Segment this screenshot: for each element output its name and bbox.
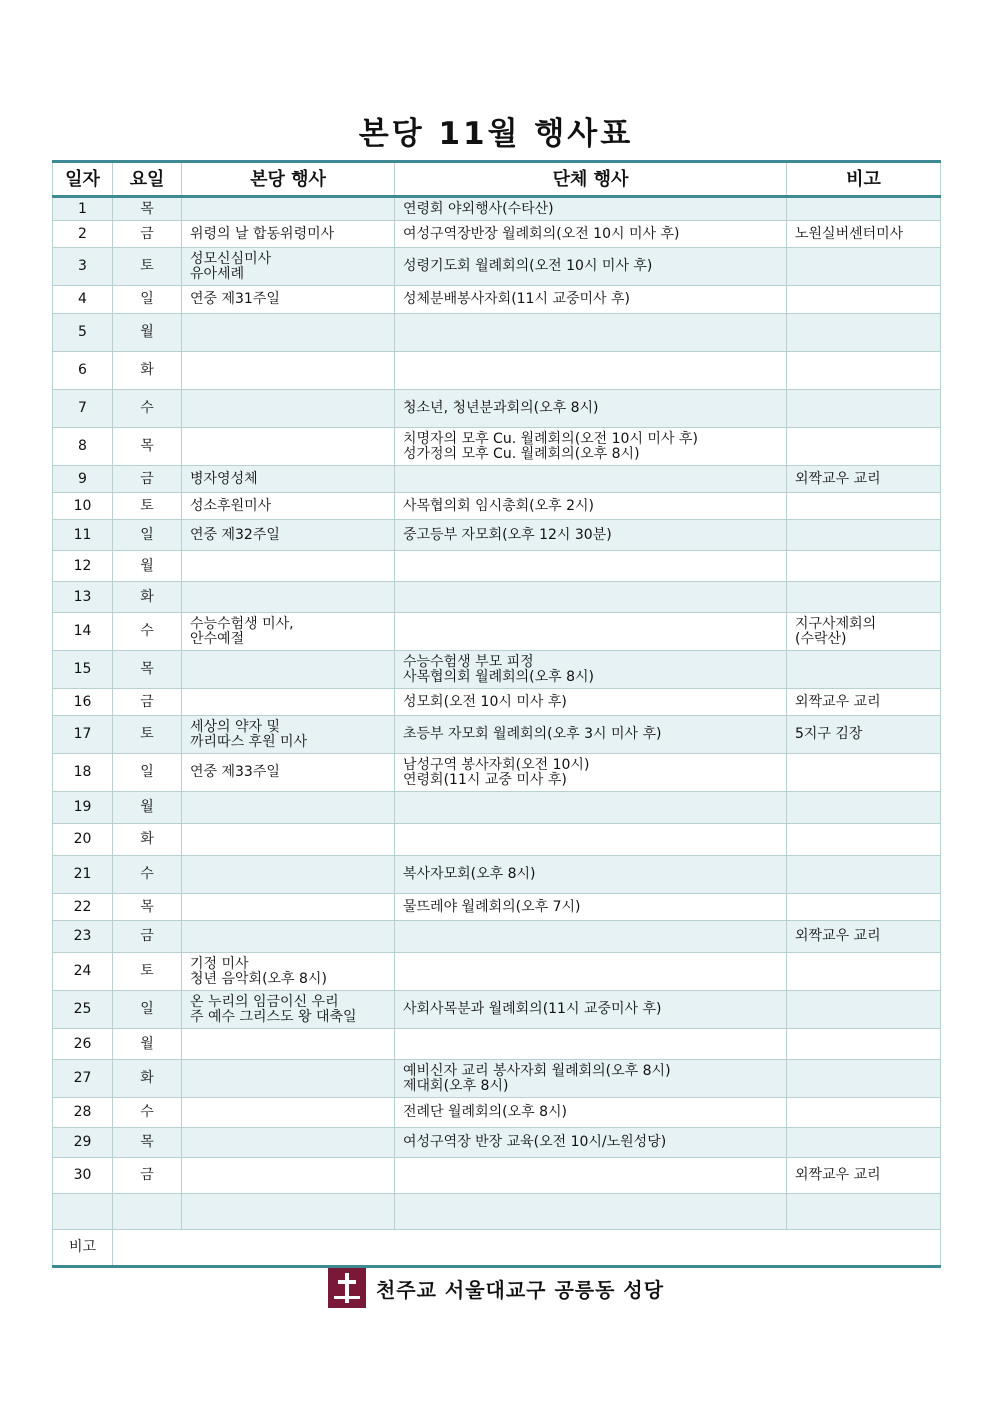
- table-row: [53, 894, 941, 921]
- remarks-label: 비고: [53, 1230, 113, 1267]
- cell-weekday: 월: [113, 551, 182, 582]
- table-row: [53, 1128, 941, 1158]
- table-row: [53, 921, 941, 953]
- cell-parish-event: [182, 551, 395, 582]
- cell-date: 8: [53, 428, 113, 466]
- cell-weekday: 금: [113, 221, 182, 248]
- cell-note: [787, 390, 941, 428]
- cell-group-event: [395, 582, 787, 613]
- table-row: [53, 651, 941, 689]
- cell-note: [787, 1060, 941, 1098]
- cell-note: 노원실버센터미사: [787, 221, 941, 248]
- cell-note: [787, 551, 941, 582]
- cell-parish-event: [182, 1029, 395, 1060]
- cell-weekday: [113, 1194, 182, 1230]
- cell-date: 18: [53, 754, 113, 792]
- cell-weekday: 금: [113, 1158, 182, 1194]
- cell-weekday: 토: [113, 248, 182, 286]
- cell-date: 21: [53, 856, 113, 894]
- cell-date: 1: [53, 197, 113, 221]
- table-row: [53, 856, 941, 894]
- cell-date: 6: [53, 352, 113, 390]
- cell-parish-event: [182, 197, 395, 221]
- cell-note: [787, 1128, 941, 1158]
- table-row: [53, 716, 941, 754]
- cell-group-event: 여성구역장반장 월례회의(오전 10시 미사 후): [395, 221, 787, 248]
- cell-group-event: [395, 824, 787, 856]
- cell-note: 외짝교우 교리: [787, 1158, 941, 1194]
- cell-date: 20: [53, 824, 113, 856]
- church-logo-icon: [328, 1268, 366, 1308]
- table-row: [53, 1194, 941, 1230]
- cell-group-event: [395, 953, 787, 991]
- table-row: [53, 613, 941, 651]
- table-row: [53, 221, 941, 248]
- cell-note: [787, 582, 941, 613]
- cell-note: [787, 894, 941, 921]
- cell-group-event: 수능수험생 부모 피정 사목협의회 월례회의(오후 8시): [395, 651, 787, 689]
- table-row: [53, 248, 941, 286]
- cell-weekday: 일: [113, 286, 182, 314]
- cell-weekday: 토: [113, 493, 182, 520]
- cell-note: [787, 1194, 941, 1230]
- cell-group-event: [395, 352, 787, 390]
- cell-group-event: 중고등부 자모회(오후 12시 30분): [395, 520, 787, 551]
- cell-parish-event: 연중 제33주일: [182, 754, 395, 792]
- cell-parish-event: [182, 582, 395, 613]
- cell-weekday: 수: [113, 856, 182, 894]
- cell-note: [787, 286, 941, 314]
- cell-date: 25: [53, 991, 113, 1029]
- cell-weekday: 목: [113, 1128, 182, 1158]
- table-row: [53, 689, 941, 716]
- cell-weekday: 목: [113, 651, 182, 689]
- cell-weekday: 화: [113, 352, 182, 390]
- cell-parish-event: [182, 314, 395, 352]
- cell-note: [787, 1029, 941, 1060]
- cell-weekday: 월: [113, 792, 182, 824]
- cell-parish-event: 위령의 날 합동위령미사: [182, 221, 395, 248]
- header-row: [53, 162, 941, 197]
- cell-date: 4: [53, 286, 113, 314]
- cell-note: 지구사제회의 (수락산): [787, 613, 941, 651]
- cell-parish-event: 병자영성체: [182, 466, 395, 493]
- table-row: [53, 824, 941, 856]
- cell-note: [787, 248, 941, 286]
- cell-date: 12: [53, 551, 113, 582]
- cell-group-event: 청소년, 청년분과회의(오후 8시): [395, 390, 787, 428]
- cell-date: [53, 1194, 113, 1230]
- table-row: [53, 286, 941, 314]
- header-notes: 비고: [787, 162, 941, 197]
- cell-weekday: 일: [113, 754, 182, 792]
- table-row: [53, 352, 941, 390]
- cell-group-event: 성모회(오전 10시 미사 후): [395, 689, 787, 716]
- table-row: [53, 520, 941, 551]
- table-row: [53, 792, 941, 824]
- table-row: [53, 953, 941, 991]
- cell-note: [787, 991, 941, 1029]
- cell-note: [787, 824, 941, 856]
- cell-weekday: 금: [113, 466, 182, 493]
- cell-weekday: 수: [113, 613, 182, 651]
- cell-date: 5: [53, 314, 113, 352]
- cell-parish-event: [182, 352, 395, 390]
- cell-weekday: 월: [113, 314, 182, 352]
- cell-parish-event: [182, 921, 395, 953]
- cell-group-event: 남성구역 봉사자회(오전 10시) 연령회(11시 교중 미사 후): [395, 754, 787, 792]
- table-row: [53, 754, 941, 792]
- cell-parish-event: [182, 824, 395, 856]
- cell-parish-event: 성소후원미사: [182, 493, 395, 520]
- cell-date: 30: [53, 1158, 113, 1194]
- cell-date: 29: [53, 1128, 113, 1158]
- cell-parish-event: [182, 651, 395, 689]
- cell-parish-event: 연중 제32주일: [182, 520, 395, 551]
- cell-parish-event: 성모신심미사 유아세례: [182, 248, 395, 286]
- table-row: [53, 428, 941, 466]
- cell-parish-event: [182, 1128, 395, 1158]
- cell-group-event: [395, 613, 787, 651]
- table-row: [53, 197, 941, 221]
- cell-note: [787, 197, 941, 221]
- cell-date: 27: [53, 1060, 113, 1098]
- footer-text: 천주교 서울대교구 공릉동 성당: [375, 1277, 665, 1302]
- cell-note: 외짝교우 교리: [787, 689, 941, 716]
- cell-weekday: 목: [113, 197, 182, 221]
- footer: [0, 1268, 992, 1312]
- cell-group-event: 치명자의 모후 Cu. 월례회의(오전 10시 미사 후) 성가정의 모후 Cu. 월례회의(오후 8시): [395, 428, 787, 466]
- table-row: [53, 1029, 941, 1060]
- table-row: [53, 582, 941, 613]
- cell-weekday: 금: [113, 921, 182, 953]
- cell-date: 17: [53, 716, 113, 754]
- cell-weekday: 일: [113, 520, 182, 551]
- table-row: [53, 551, 941, 582]
- cell-weekday: 목: [113, 428, 182, 466]
- cell-note: [787, 754, 941, 792]
- cell-weekday: 일: [113, 991, 182, 1029]
- cell-date: 22: [53, 894, 113, 921]
- cell-parish-event: [182, 894, 395, 921]
- cell-date: 2: [53, 221, 113, 248]
- cell-parish-event: 세상의 약자 및 까리따스 후원 미사: [182, 716, 395, 754]
- table-row: [53, 493, 941, 520]
- cell-parish-event: [182, 689, 395, 716]
- cell-parish-event: [182, 1060, 395, 1098]
- header-parish-events: 본당 행사: [182, 162, 395, 197]
- cell-date: 13: [53, 582, 113, 613]
- cell-group-event: 사회사목분과 월례회의(11시 교중미사 후): [395, 991, 787, 1029]
- header-date: 일자: [53, 162, 113, 197]
- cell-weekday: 토: [113, 953, 182, 991]
- header-group-events: 단체 행사: [395, 162, 787, 197]
- cell-group-event: 초등부 자모회 월례회의(오후 3시 미사 후): [395, 716, 787, 754]
- cell-group-event: [395, 1029, 787, 1060]
- cell-weekday: 수: [113, 1098, 182, 1128]
- cell-date: 26: [53, 1029, 113, 1060]
- cell-weekday: 금: [113, 689, 182, 716]
- cell-group-event: 연령회 야외행사(수타산): [395, 197, 787, 221]
- cell-note: [787, 1098, 941, 1128]
- header-weekday: 요일: [113, 162, 182, 197]
- cell-note: [787, 520, 941, 551]
- cell-date: 28: [53, 1098, 113, 1128]
- cell-parish-event: 연중 제31주일: [182, 286, 395, 314]
- cell-weekday: 수: [113, 390, 182, 428]
- table-row: [53, 1060, 941, 1098]
- cell-parish-event: 수능수험생 미사, 안수예절: [182, 613, 395, 651]
- cell-parish-event: [182, 1194, 395, 1230]
- cell-weekday: 화: [113, 582, 182, 613]
- cell-group-event: 전례단 월례회의(오후 8시): [395, 1098, 787, 1128]
- cell-group-event: [395, 551, 787, 582]
- cell-date: 10: [53, 493, 113, 520]
- table-row: [53, 314, 941, 352]
- cell-weekday: 화: [113, 824, 182, 856]
- cell-date: 7: [53, 390, 113, 428]
- table-row: [53, 1098, 941, 1128]
- cell-note: [787, 493, 941, 520]
- cell-note: [787, 314, 941, 352]
- cell-note: [787, 856, 941, 894]
- page-title: 본당 11월 행사표: [358, 116, 634, 152]
- cell-group-event: 물뜨레야 월례회의(오후 7시): [395, 894, 787, 921]
- cell-group-event: [395, 792, 787, 824]
- cell-note: [787, 792, 941, 824]
- cell-date: 16: [53, 689, 113, 716]
- table-row: [53, 1158, 941, 1194]
- cell-date: 19: [53, 792, 113, 824]
- table-row: [53, 466, 941, 493]
- event-table: [52, 160, 941, 1268]
- cell-group-event: 사목협의회 임시총회(오후 2시): [395, 493, 787, 520]
- cell-parish-event: [182, 390, 395, 428]
- cell-date: 3: [53, 248, 113, 286]
- table-row: [53, 390, 941, 428]
- cell-note: [787, 651, 941, 689]
- cell-parish-event: [182, 1098, 395, 1128]
- cell-group-event: 복사자모회(오후 8시): [395, 856, 787, 894]
- cell-group-event: [395, 466, 787, 493]
- cell-date: 23: [53, 921, 113, 953]
- cell-note: [787, 352, 941, 390]
- remarks-row: [53, 1230, 941, 1267]
- cell-group-event: [395, 1158, 787, 1194]
- cell-group-event: [395, 1194, 787, 1230]
- cell-date: 14: [53, 613, 113, 651]
- cell-weekday: 목: [113, 894, 182, 921]
- remarks-value: [113, 1230, 941, 1267]
- cell-date: 9: [53, 466, 113, 493]
- cell-parish-event: 기정 미사 청년 음악회(오후 8시): [182, 953, 395, 991]
- cell-note: 5지구 김장: [787, 716, 941, 754]
- cell-note: [787, 428, 941, 466]
- cell-note: [787, 953, 941, 991]
- cell-date: 15: [53, 651, 113, 689]
- cell-parish-event: [182, 856, 395, 894]
- cell-group-event: 여성구역장 반장 교육(오전 10시/노원성당): [395, 1128, 787, 1158]
- cell-weekday: 월: [113, 1029, 182, 1060]
- cell-date: 11: [53, 520, 113, 551]
- cell-note: 외짝교우 교리: [787, 921, 941, 953]
- cell-group-event: 예비신자 교리 봉사자회 월례회의(오후 8시) 제대회(오후 8시): [395, 1060, 787, 1098]
- cell-note: 외짝교우 교리: [787, 466, 941, 493]
- cell-parish-event: [182, 1158, 395, 1194]
- cell-group-event: [395, 921, 787, 953]
- cell-weekday: 화: [113, 1060, 182, 1098]
- cell-weekday: 토: [113, 716, 182, 754]
- cell-date: 24: [53, 953, 113, 991]
- table-row: [53, 991, 941, 1029]
- cell-parish-event: [182, 428, 395, 466]
- cell-parish-event: [182, 792, 395, 824]
- cell-group-event: 성체분배봉사자회(11시 교중미사 후): [395, 286, 787, 314]
- cell-group-event: 성령기도회 월례회의(오전 10시 미사 후): [395, 248, 787, 286]
- cell-group-event: [395, 314, 787, 352]
- cell-parish-event: 온 누리의 임금이신 우리 주 예수 그리스도 왕 대축일: [182, 991, 395, 1029]
